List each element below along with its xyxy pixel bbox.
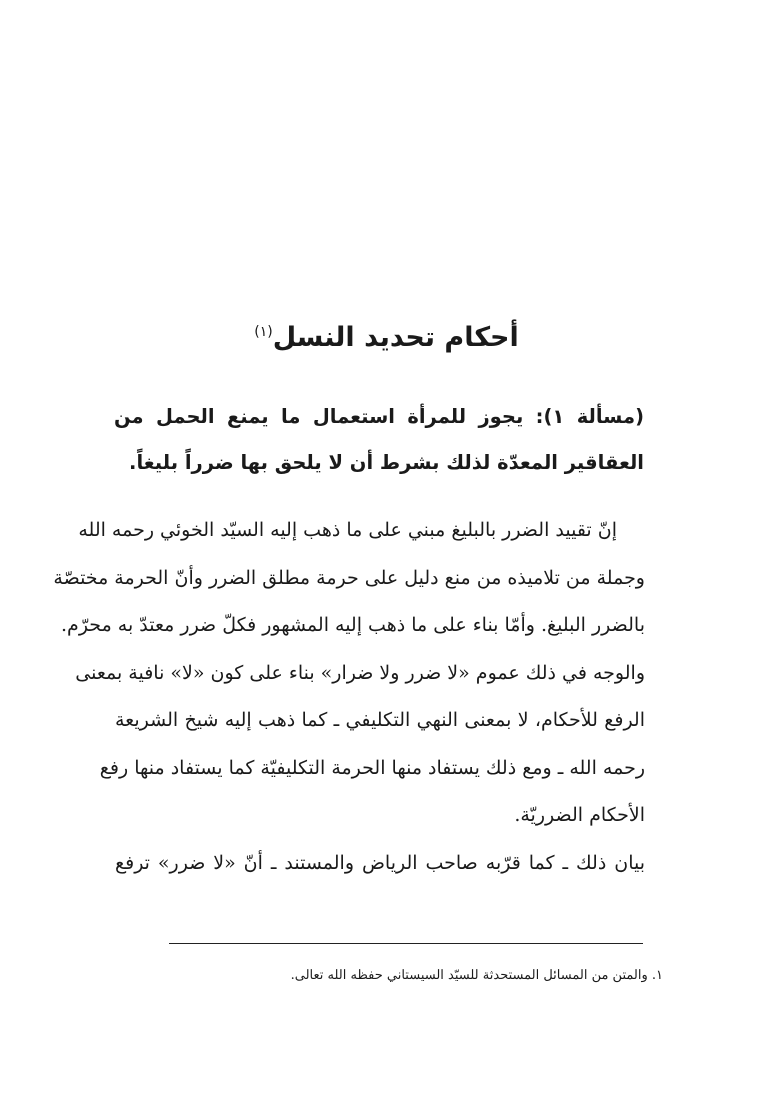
body-line: رحمه الله ـ ومع ذلك يستفاد منها الحرمة التكليفيّة كما يستفاد منها رفع (99, 756, 645, 779)
body-line: الأحكام الضرريّة. (514, 804, 645, 826)
page-title (0, 312, 773, 358)
body-line: بالضرر البليغ. وأمّا بناء على ما ذهب إليه المشهور فكلّ ضرر معتدّ به محرّم. (61, 614, 645, 636)
footnote-reference: (١) (254, 324, 273, 340)
body-line: والوجه في ذلك عموم «لا ضرر ولا ضرار» بناء على كون «لا» نافية بمعنى (75, 661, 645, 684)
issue-line: العقاقير المعدّة لذلك بشرط أن لا يلحق بها ضرراً بليغاً. (129, 451, 644, 474)
issue-statement (114, 394, 644, 486)
body-line: إنّ تقييد الضرر بالبليغ مبني على ما ذهب إليه السيّد الخوئي رحمه الله (78, 519, 617, 541)
title-text: أحكام تحديد النسل (272, 322, 519, 353)
footnote-separator (169, 943, 643, 944)
issue-line: (مسألة ١): يجوز للمرأة استعمال ما يمنع الحمل من (114, 405, 644, 428)
footnote: ١. والمتن من المسائل المستحدثة للسيّد السيستاني حفظه الله تعالى. (290, 968, 663, 983)
body-line: الرفع للأحكام، لا بمعنى النهي التكليفي ـ كما ذهب إليه شيخ الشريعة (115, 709, 645, 731)
body-line: بيان ذلك ـ كما قرّبه صاحب الرياض والمستند ـ أنّ «لا ضرر» ترفع (115, 851, 645, 874)
commentary-body (53, 507, 645, 887)
body-line: وجملة من تلاميذه من منع دليل على حرمة مطلق الضرر وأنّ الحرمة مختصّة (53, 566, 645, 589)
